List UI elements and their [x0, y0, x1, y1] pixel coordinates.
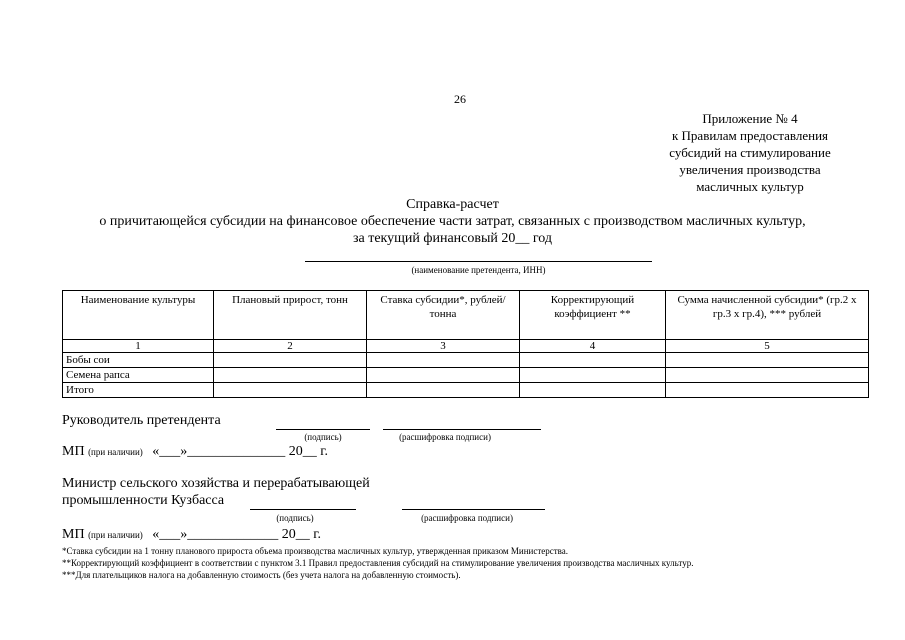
minister-decoding-line[interactable]: [402, 509, 545, 510]
cell-input[interactable]: [367, 383, 520, 398]
minister-signature-line[interactable]: [250, 509, 356, 510]
appendix-line: субсидий на стимулирование: [669, 145, 831, 160]
head-signature-caption: (подпись): [304, 432, 342, 442]
cell-input[interactable]: [520, 353, 666, 368]
cell-input[interactable]: [520, 368, 666, 383]
column-number: 1: [63, 340, 214, 353]
table-column-numbers: [63, 340, 869, 353]
footnotes: [62, 545, 693, 581]
head-decoding-line[interactable]: [383, 429, 541, 430]
column-number: 2: [214, 340, 367, 353]
head-decoding-caption: (расшифровка подписи): [399, 432, 491, 442]
cell-input[interactable]: [214, 353, 367, 368]
column-number: 4: [520, 340, 666, 353]
footnote: *Ставка субсидии на 1 тонну планового прироста объема производства масличных культур, утвержденная приказом Министерства.: [62, 546, 569, 556]
minister-date[interactable]: «___»_____________ 20__ г.: [152, 527, 321, 542]
row-culture-name: Бобы сои: [63, 353, 214, 368]
cell-input[interactable]: [214, 383, 367, 398]
head-signature-line[interactable]: [276, 429, 370, 430]
row-culture-name: Семена рапса: [63, 368, 214, 383]
mp-note: (при наличии): [88, 447, 143, 457]
row-culture-name: Итого: [63, 383, 214, 398]
mp-note: (при наличии): [88, 530, 143, 540]
page-number: 26: [454, 92, 466, 106]
cell-input[interactable]: [520, 383, 666, 398]
header-planned-growth: Плановый прирост, тонн: [214, 291, 367, 340]
table-row: [63, 368, 869, 383]
footnote: **Корректирующий коэффициент в соответствии с пунктом 3.1 Правил предоставления субсидий на стимулирование увеличения производства масличных культур.: [62, 558, 694, 568]
cell-input[interactable]: [214, 368, 367, 383]
head-label: Руководитель претендента: [62, 413, 221, 428]
cell-input[interactable]: [666, 368, 869, 383]
head-mp-stamp: [62, 444, 328, 460]
minister-signature-caption: (подпись): [276, 513, 314, 523]
title-line-3: за текущий финансовый 20__ год: [352, 231, 553, 246]
footnote: ***Для плательщиков налога на добавленную стоимость (без учета налога на добавленную стоимость).: [62, 570, 461, 580]
appendix-line: масличных культур: [696, 179, 804, 194]
appendix-line: к Правилам предоставления: [671, 128, 829, 143]
appendix-header: [640, 110, 860, 195]
header-coefficient: Корректирующий коэффициент **: [520, 291, 666, 340]
cell-input[interactable]: [666, 383, 869, 398]
cell-input[interactable]: [367, 353, 520, 368]
applicant-caption: (наименование претендента, ИНН): [411, 265, 546, 275]
column-number: 5: [666, 340, 869, 353]
header-culture: Наименование культуры: [63, 291, 214, 340]
minister-decoding-caption: (расшифровка подписи): [421, 513, 513, 523]
table-header-row: [63, 291, 869, 340]
document-title: [0, 196, 905, 247]
title-line-2: о причитающейся субсидии на финансовое обеспечение части затрат, связанных с производством масличных культур,: [99, 214, 806, 229]
table-row: [63, 383, 869, 398]
mp-label: МП: [62, 527, 85, 542]
title-line-1: Справка-расчет: [406, 197, 499, 212]
cell-input[interactable]: [666, 353, 869, 368]
applicant-name-line: [305, 261, 652, 262]
table-row: [63, 353, 869, 368]
column-number: 3: [367, 340, 520, 353]
appendix-line: Приложение № 4: [702, 111, 798, 126]
appendix-line: увеличения производства: [679, 162, 821, 177]
minister-label-line-2: промышленности Кузбасса: [62, 493, 225, 508]
head-date[interactable]: «___»______________ 20__ г.: [152, 444, 328, 459]
minister-label-line-1: Министр сельского хозяйства и перерабатывающей: [62, 476, 370, 491]
header-subsidy-sum: Сумма начисленной субсидии* (гр.2 х гр.3 х гр.4), *** рублей: [666, 291, 869, 340]
header-subsidy-rate: Ставка субсидии*, рублей/тонна: [367, 291, 520, 340]
mp-label: МП: [62, 444, 85, 459]
cell-input[interactable]: [367, 368, 520, 383]
subsidy-table: [62, 290, 869, 398]
minister-mp-stamp: [62, 527, 321, 543]
